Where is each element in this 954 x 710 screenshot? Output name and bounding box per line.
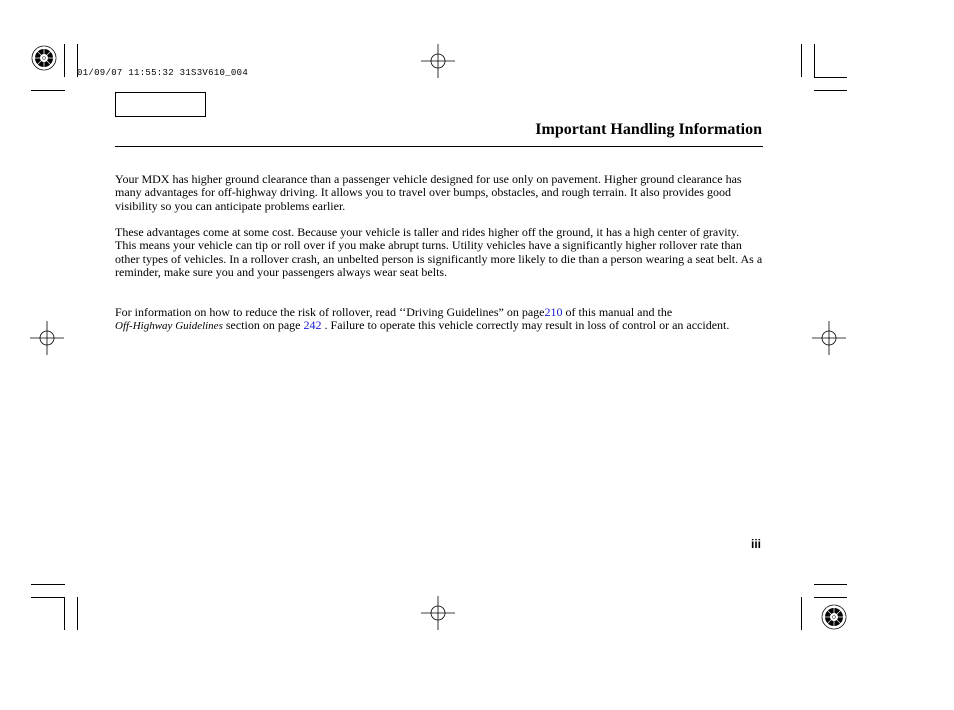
crosshair-icon bbox=[421, 44, 455, 78]
crosshair-icon bbox=[812, 321, 846, 355]
page-title: Important Handling Information bbox=[535, 121, 762, 138]
print-timestamp: 01/09/07 11:55:32 31S3V610_004 bbox=[77, 68, 249, 78]
paragraph-ground-clearance: Your MDX has higher ground clearance than a passenger vehicle designed for use only on pavement. Higher ground clearance has many advantages for off-highway driving. It allows you to travel over bumps, obstacles, and rough terrain. It also provides good visibility so you can anticipate problems earlier. bbox=[115, 172, 742, 213]
reference-text: . Failure to operate this vehicle correctly may result in loss of control or an accident. bbox=[321, 318, 730, 333]
starburst-icon bbox=[822, 605, 846, 629]
page-number: iii bbox=[751, 537, 762, 551]
section-tab-box bbox=[115, 92, 206, 117]
reference-text: section on page bbox=[222, 318, 304, 333]
crosshair-icon bbox=[421, 596, 455, 630]
crosshair-icon bbox=[30, 321, 64, 355]
paragraph-references bbox=[115, 306, 763, 334]
page-link-242[interactable]: 242 bbox=[303, 318, 322, 333]
reference-text: of this manual and the bbox=[562, 305, 673, 319]
reference-text: For information on how to reduce the risk of rollover, read ‘‘Driving Guidelines” on page bbox=[115, 305, 545, 319]
starburst-icon bbox=[32, 46, 56, 70]
italic-section-reference: Off-Highway Guidelines bbox=[115, 320, 223, 333]
page-link-210[interactable]: 210 bbox=[544, 305, 563, 319]
paragraph-rollover-risk: These advantages come at some cost. Because your vehicle is taller and rides higher off the ground, it has a high center of gravity. This means your vehicle can tip or roll over if you make abrupt turns. Utility vehicles have a significantly higher rollover rate than other types of vehicles. In a rollover crash, an unbelted person is significantly more likely to die than a person wearing a seat belt. As a reminder, make sure you and your passengers always wear seat belts. bbox=[115, 225, 763, 280]
title-rule bbox=[115, 146, 763, 147]
